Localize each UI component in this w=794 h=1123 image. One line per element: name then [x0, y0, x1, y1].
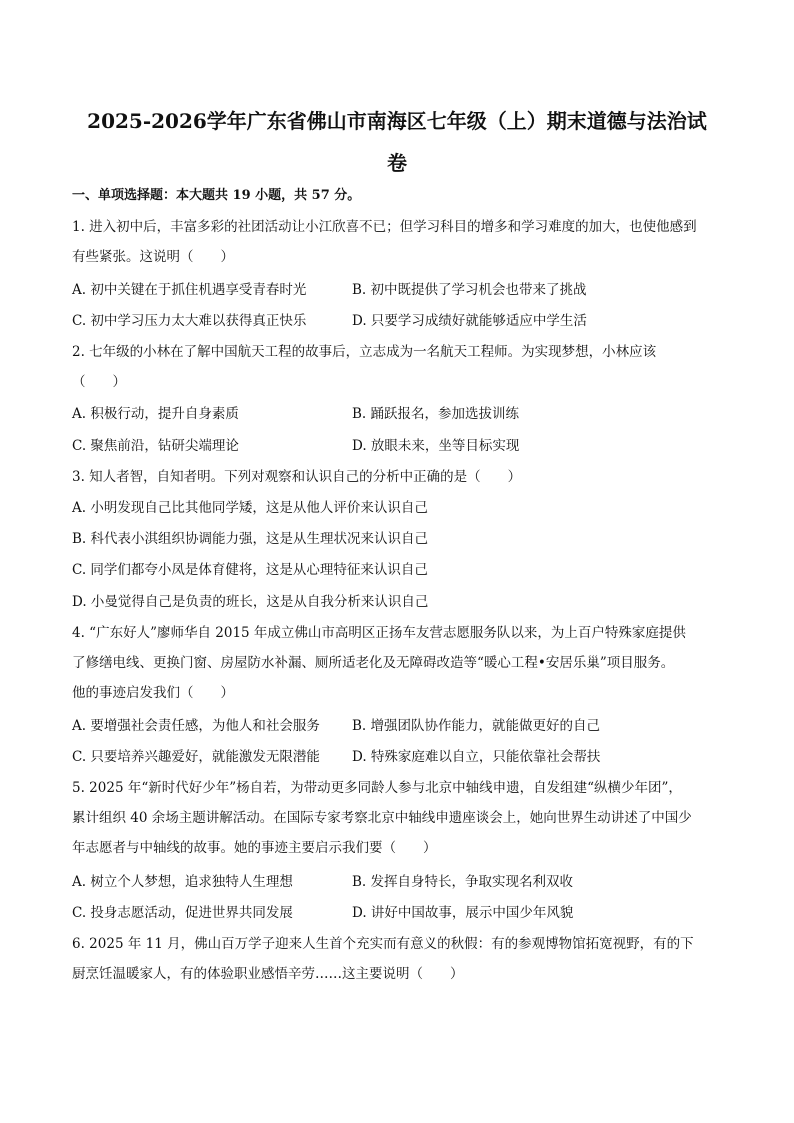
question-4-option-d: D. 特殊家庭难以自立，只能依靠社会帮扶 — [352, 749, 601, 765]
stem-line: 厨烹饪温暖家人，有的体验职业感悟辛劳……这主要说明（ ） — [72, 966, 464, 982]
question-2-option-b: B. 踊跃报名，参加选拔训练 — [352, 406, 520, 422]
question-3-stem — [72, 462, 724, 492]
question-5-option-b: B. 发挥自身特长，争取实现名利双收 — [352, 874, 574, 890]
question-3-option-b: B. 科代表小淇组织协调能力强，这是从生理状况来认识自己 — [72, 531, 429, 547]
stem-line: 了修缮电线、更换门窗、房屋防水补漏、厕所适老化及无障碍改造等“暖心工程•安居乐巢”项目服务。 — [72, 655, 675, 671]
title-line-1: 2025-2026学年广东省佛山市南海区七年级（上）期末道德与法治试 — [87, 109, 707, 133]
question-2-option-c: C. 聚焦前沿，钻研尖端理论 — [72, 438, 239, 454]
question-4-option-a: A. 要增强社会责任感，为他人和社会服务 — [72, 718, 320, 734]
page-title — [70, 100, 724, 184]
question-4-option-b: B. 增强团队协作能力，就能做更好的自己 — [352, 718, 601, 734]
stem-line: （ ） — [72, 374, 126, 390]
stem-line: 1. 进入初中后，丰富多彩的社团活动让小江欣喜不已；但学习科目的增多和学习难度的加大，也使他感到 — [72, 219, 697, 235]
question-2-option-d: D. 放眼未来，坐等目标实现 — [352, 438, 520, 454]
question-2-stem — [72, 337, 724, 397]
title-line-2: 卷 — [387, 151, 407, 175]
stem-line: 5. 2025 年“新时代好少年”杨自若，为带动更多同龄人参与北京中轴线申遗，自发组建“纵横少年团”， — [72, 780, 682, 796]
question-1-option-c: C. 初中学习压力太大难以获得真正快乐 — [72, 313, 307, 329]
question-3-option-a: A. 小明发现自己比其他同学矮，这是从他人评价来认识自己 — [72, 500, 428, 516]
stem-line: 6. 2025 年 11 月，佛山百万学子迎来人生首个充实而有意义的秋假：有的参观博物馆拓宽视野，有的下 — [72, 936, 694, 952]
question-1-stem — [72, 212, 724, 272]
stem-line: 4. “广东好人”廖师华自 2015 年成立佛山市高明区正扬车友营志愿服务队以来，为上百户特殊家庭提供 — [72, 625, 686, 641]
stem-line: 年志愿者与中轴线的故事。她的事迹主要启示我们要（ ） — [72, 840, 437, 856]
question-2-option-a: A. 积极行动，提升自身素质 — [72, 406, 239, 422]
question-3-option-c: C. 同学们都夸小凤是体育健将，这是从心理特征来认识自己 — [72, 562, 428, 578]
question-3-option-d: D. 小曼觉得自己是负责的班长，这是从自我分析来认识自己 — [72, 594, 429, 610]
stem-line: 2. 七年级的小林在了解中国航天工程的故事后，立志成为一名航天工程师。为实现梦想，小林应该 — [72, 344, 657, 360]
section-heading: 一、单项选择题：本大题共 19 小题，共 57 分。 — [72, 188, 361, 203]
stem-line: 3. 知人者智，自知者明。下列对观察和认识自己的分析中正确的是（ ） — [72, 469, 522, 485]
stem-line: 他的事迹启发我们（ ） — [72, 685, 234, 701]
question-4-option-c: C. 只要培养兴趣爱好，就能激发无限潜能 — [72, 749, 320, 765]
question-1-option-d: D. 只要学习成绩好就能够适应中学生活 — [352, 313, 587, 329]
question-5-option-a: A. 树立个人梦想，追求独特人生理想 — [72, 874, 293, 890]
stem-line: 有些紧张。这说明（ ） — [72, 249, 234, 265]
question-5-stem — [72, 773, 724, 863]
question-5-option-d: D. 讲好中国故事，展示中国少年风貌 — [352, 905, 574, 921]
question-1-option-a: A. 初中关键在于抓住机遇享受青春时光 — [72, 282, 307, 298]
stem-line: 累计组织 40 余场主题讲解活动。在国际专家考察北京中轴线申遗座谈会上，她向世界生动讲述了中国少 — [72, 810, 692, 826]
question-5-option-c: C. 投身志愿活动，促进世界共同发展 — [72, 905, 293, 921]
question-6-stem — [72, 929, 724, 989]
question-4-stem — [72, 618, 724, 708]
question-1-option-b: B. 初中既提供了学习机会也带来了挑战 — [352, 282, 587, 298]
